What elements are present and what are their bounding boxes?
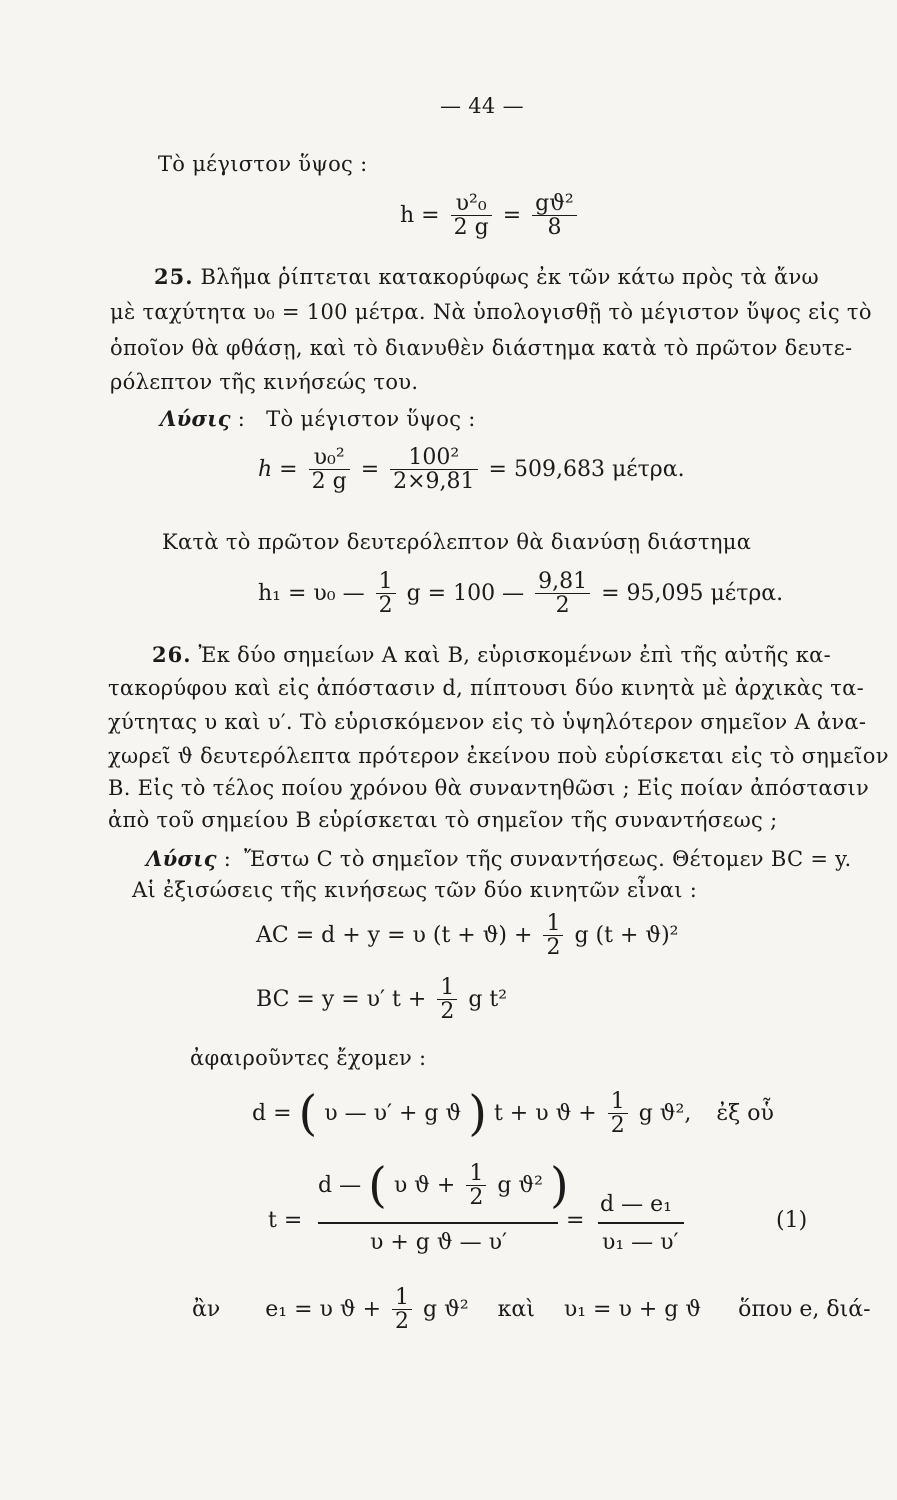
fraction-denominator: 2 bbox=[546, 935, 561, 961]
problem-26-line-5: Β. Εἰς τὸ τέλος ποίου χρόνου θὰ συναντηθῶσι ; Εἰς ποίαν ἀπόστασιν bbox=[108, 776, 870, 800]
fraction-numerator: 1 bbox=[608, 1090, 628, 1114]
fraction-denominator: υ₁ — υ′ bbox=[602, 1230, 679, 1255]
numerator-part: d — bbox=[318, 1173, 362, 1199]
fraction-numerator: 1 bbox=[376, 570, 396, 594]
formula-lhs: h = bbox=[400, 203, 440, 229]
problem-26-line-2: τακορύφου καὶ εἰς ἀπόστασιν d, πίπτουσι δύο κινητὰ μὲ ἀρχικὰς τα- bbox=[108, 676, 865, 700]
solution-26-heading bbox=[146, 846, 852, 871]
equation-d bbox=[252, 1085, 774, 1142]
equation-final bbox=[192, 1286, 871, 1334]
equation-t-denominator: υ + g ϑ — υ′ bbox=[370, 1230, 507, 1255]
fraction-numerator: 1 bbox=[392, 1286, 412, 1310]
problem-26-line-3: χύτητας υ καὶ υ′. Τὸ εὑρισκόμενον εἰς τὸ ὑψηλότερον σημεῖον Α ἀνα- bbox=[108, 710, 867, 734]
solution-text: Ἔστω C τὸ σημεῖον τῆς συναντήσεως. Θέτομεν BC = y. bbox=[244, 847, 852, 871]
fraction-numerator: 9,81 bbox=[535, 570, 590, 594]
equation-lhs: d = bbox=[252, 1101, 292, 1127]
solution-colon: : bbox=[237, 407, 246, 431]
fraction-numerator: 1 bbox=[466, 1162, 486, 1186]
fraction-numerator: gϑ² bbox=[532, 192, 577, 216]
solution-25-line-2: Κατὰ τὸ πρῶτον δευτερόλεπτον θὰ διανύσῃ διάστημα bbox=[162, 530, 752, 554]
equation-ac bbox=[256, 912, 679, 960]
fraction-bar bbox=[598, 1222, 684, 1224]
left-parenthesis: ( bbox=[368, 1157, 387, 1214]
fraction-numerator: 1 bbox=[437, 976, 457, 1000]
formula-lhs: h = bbox=[258, 457, 298, 483]
equation-bc bbox=[256, 976, 507, 1024]
formula-middle: g = 100 — bbox=[406, 581, 525, 607]
equation-part: g ϑ² bbox=[423, 1297, 469, 1323]
fraction-numerator: d — e₁ bbox=[600, 1192, 672, 1217]
equation-part: υ₁ = υ + g ϑ bbox=[563, 1297, 702, 1323]
fraction-denominator: 8 bbox=[547, 215, 562, 241]
formula-h1-value bbox=[258, 570, 783, 618]
word-if: ἂν bbox=[192, 1297, 221, 1323]
word-and: καὶ bbox=[497, 1297, 535, 1323]
text-max-height: Τὸ μέγιστον ὕψος : bbox=[158, 152, 368, 176]
right-parenthesis: ) bbox=[549, 1157, 569, 1214]
equals-sign: = bbox=[360, 457, 380, 483]
fraction-denominator: 2 g bbox=[453, 215, 489, 241]
solution-26-line-2: Αἱ ἐξισώσεις τῆς κινήσεως τῶν δύο κινητῶν εἶναι : bbox=[132, 878, 698, 902]
problem-number: 25. bbox=[154, 264, 194, 289]
problem-text: Ἐκ δύο σημείων Α καὶ Β, εὑρισκομένων ἐπὶ τῆς αὐτῆς κα- bbox=[198, 643, 832, 667]
equation-rhs: g ϑ², bbox=[638, 1101, 692, 1127]
problem-26-line-1 bbox=[152, 642, 831, 667]
equation-lhs: AC = d + y = υ (t + ϑ) + bbox=[256, 923, 533, 949]
fraction-denominator: 2 bbox=[395, 1309, 410, 1335]
formula-max-height bbox=[400, 192, 581, 240]
page-number: — 44 — bbox=[440, 94, 524, 118]
problem-25-line-1 bbox=[154, 264, 819, 289]
fraction-numerator: υ²₀ bbox=[451, 192, 492, 216]
problem-26-line-4: χωρεῖ ϑ δευτερόλεπτα πρότερον ἐκείνου ποὺ εὑρίσκεται εἰς τὸ σημεῖον bbox=[108, 744, 889, 768]
problem-26-line-6: ἀπὸ τοῦ σημείου Β εὑρίσκεται τὸ σημεῖον τῆς συναντήσεως ; bbox=[108, 808, 778, 832]
left-parenthesis: ( bbox=[298, 1085, 318, 1142]
equation-rhs: g (t + ϑ)² bbox=[574, 923, 679, 949]
solution-label: Λύσις bbox=[146, 846, 217, 871]
solution-text: Τὸ μέγιστον ὕψος : bbox=[266, 407, 476, 431]
right-parenthesis: ) bbox=[468, 1085, 487, 1142]
fraction-denominator: 2 bbox=[440, 999, 455, 1025]
problem-25-line-2: μὲ ταχύτητα υ₀ = 100 μέτρα. Νὰ ὑπολογισθῇ τὸ μέγιστον ὕψος εἰς τὸ bbox=[110, 300, 872, 324]
equals-sign: = bbox=[566, 1208, 585, 1233]
problem-text: Βλῆμα ῥίπτεται κατακορύφως ἐκ τῶν κάτω πρὸς τὰ ἄνω bbox=[200, 265, 819, 289]
fraction-denominator: 2 g bbox=[311, 469, 347, 495]
fraction-numerator: 100² bbox=[390, 446, 477, 470]
problem-25-line-4: ρόλεπτον τῆς κινήσεώς του. bbox=[110, 370, 419, 394]
solution-colon: : bbox=[223, 847, 232, 871]
equals-sign: = bbox=[502, 203, 522, 229]
fraction-bar bbox=[318, 1222, 558, 1224]
equation-part: e₁ = υ ϑ + bbox=[265, 1297, 382, 1323]
fraction-denominator: 2×9,81 bbox=[393, 469, 475, 495]
formula-result: = 95,095 μέτρα. bbox=[601, 581, 784, 607]
equation-tail: ὅπου e, διά- bbox=[738, 1297, 871, 1323]
fraction-numerator: 1 bbox=[543, 912, 563, 936]
equation-inner: υ — υ′ + g ϑ bbox=[324, 1101, 462, 1127]
equation-t-numerator bbox=[318, 1157, 569, 1214]
formula-result: = 509,683 μέτρα. bbox=[488, 457, 685, 483]
solution-26-line-3: ἀφαιροῦντες ἔχομεν : bbox=[190, 1046, 427, 1070]
fraction-denominator: 2 bbox=[378, 593, 393, 619]
fraction-denominator: 2 bbox=[555, 593, 570, 619]
fraction-denominator: 2 bbox=[610, 1113, 625, 1139]
equation-tag: (1) bbox=[776, 1208, 808, 1233]
formula-lhs: h₁ = υ₀ — bbox=[258, 581, 365, 607]
fraction-denominator: 2 bbox=[469, 1185, 484, 1211]
solution-label: Λύσις bbox=[160, 406, 231, 431]
solution-25-heading bbox=[160, 406, 476, 431]
equation-tail: ἐξ οὗ bbox=[716, 1101, 774, 1127]
equation-middle: t + υ ϑ + bbox=[493, 1101, 597, 1127]
numerator-part: g ϑ² bbox=[497, 1173, 543, 1199]
equation-lhs: BC = y = υ′ t + bbox=[256, 987, 427, 1013]
formula-h-value bbox=[258, 446, 685, 494]
equation-rhs: g t² bbox=[468, 987, 508, 1013]
numerator-part: υ ϑ + bbox=[393, 1173, 456, 1199]
equation-t-lhs: t = bbox=[268, 1208, 303, 1233]
problem-25-line-3: ὁποῖον θὰ φθάσῃ, καὶ τὸ διανυθὲν διάστημα κατὰ τὸ πρῶτον δευτε- bbox=[110, 336, 853, 360]
problem-number: 26. bbox=[152, 642, 192, 667]
fraction-numerator: υ₀² bbox=[309, 446, 350, 470]
